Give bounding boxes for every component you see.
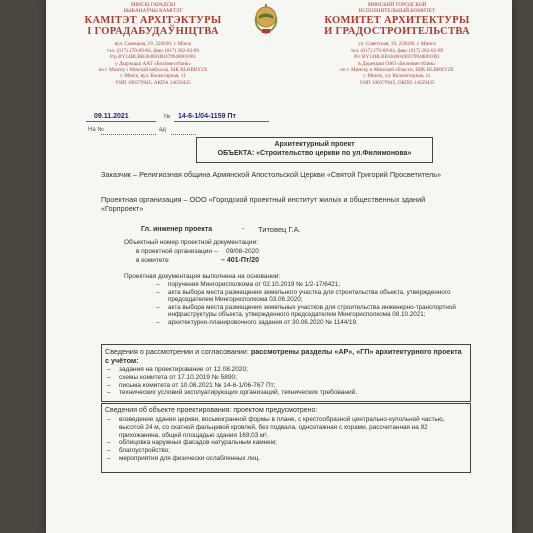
right-address: ул. Советская, 19, 220030, г. Минск тел. (017) 270-69-84, факс (017) 282-82-89 Р/с BY14BLBB30400100379948001001 в Дирекции ОАО «Белинвестбанк» по г. Минску и Минской области, БИК BLBBBY2X г. Минск, ул. Коллекторная, 11 УНП 100379945, ОКПО 14659435 xyxy=(340,41,454,86)
registration-number: 14-6-1/04-1159 Пт xyxy=(178,113,236,120)
basis-item: – архитектурно-планировочного задания от 30.06.2020 № 1144/19. xyxy=(156,319,466,327)
basis-item: – акта выбора места размещения земельного участка для строительства объекта, утвержденного председателем Мингорисполкома 03.06.2020; xyxy=(156,289,466,304)
review-intro xyxy=(105,347,465,365)
basis-list xyxy=(156,281,466,327)
basis-item: – акта выбора места размещения земельных участков для строительства инженерно-транспортной инфраструктуры объекта, утвержденного председателем Мингорисполкома 08.10.2021; xyxy=(156,304,466,319)
object-number-committee-label: в комитете xyxy=(136,257,169,264)
object-number-label: Объектный номер проектной документации: xyxy=(124,239,258,246)
info-item: – возведение здания церкви, восьмигранной формы в плане, с крестообразной центрально-купольной частью, высотой 24 м, со скатной фальцевой кровлей, без подвала, одноэтажная с хорами, рассчитанная на 92 прихожанина, общей площадью здания 169,03 м². xyxy=(107,416,462,439)
letterhead-left xyxy=(64,2,242,86)
object-number-committee-value: – 401-Пт/20 xyxy=(221,257,260,264)
customer: Заказчик – Религиозная община Армянской Апостольской Церкви «Святой Григорий Просветитель» xyxy=(101,170,442,179)
object-number-org-value: 09/08-2020 xyxy=(226,248,259,255)
state-emblem-icon xyxy=(251,2,281,36)
project-title-box xyxy=(196,137,433,163)
info-item: – облицовка наружных фасадов натуральным камнем; xyxy=(107,439,462,447)
review-list xyxy=(107,366,457,397)
basis-intro: Проектная документация выполнена на основании: xyxy=(124,273,281,280)
info-list xyxy=(107,416,462,463)
review-intro-label: Сведения о рассмотрении и согласовании: xyxy=(105,347,249,356)
info-item: – мероприятия для физически ослабленных лиц. xyxy=(107,455,462,463)
na-label: На № xyxy=(88,127,104,133)
object-number-org-label: в проектной организации – xyxy=(136,248,218,255)
ad-label: ад xyxy=(159,127,166,133)
review-intro-bold: рассмотрены разделы «АР», «ГП» архитектурного проекта с учётом: xyxy=(105,347,462,365)
right-authority: МИНСКИЙ ГОРОДСКОЙ ИСПОЛНИТЕЛЬНЫЙ КОМИТЕТ xyxy=(358,2,436,15)
project-title: Архитектурный проект xyxy=(274,141,355,148)
review-item: – технических условий эксплуатирующих организаций, технических требований. xyxy=(107,389,457,397)
right-committee-title: КОМИТЕТ АРХИТЕКТУРЫ И ГРАДОСТРОИТЕЛЬСТВА xyxy=(324,15,470,38)
design-organization: Проектная организация – ООО «Городской проектный институт жилых и общественных зданий «Горпроект» xyxy=(101,195,426,213)
reg-no-prefix: № xyxy=(164,114,171,120)
info-intro: Сведения об объекте проектирования: проектом предусмотрено: xyxy=(105,407,318,414)
document-page xyxy=(46,0,512,533)
left-address: вул. Савецкая, 19, 220030, г. Мінск тэл. (017) 270-69-84, факс (017) 282-82-89 Р/р BY14BLBB30400100379948001001 у Дырэкцыі ААТ «Белінвестбанк» па г. Мінску і Мінскай вобласці, БІК BLBBBY2X г. Мінск, вул. Калектарная, 11 УНП 100379945, АКПА 14659435 xyxy=(98,41,208,86)
review-box xyxy=(101,344,471,402)
review-item: – задания на проектирование от 12.08.2020; xyxy=(107,366,457,374)
letterhead xyxy=(46,0,512,133)
info-box xyxy=(101,403,471,473)
chief-engineer-name: Титовец Г.А. xyxy=(258,225,301,234)
info-item: – благоустройство; xyxy=(107,447,462,455)
review-item: – письма комитета от 10.08.2021 № 14-6-1/06-767 Пт; xyxy=(107,382,457,390)
letterhead-right xyxy=(308,2,486,86)
review-item: – схемы комитета от 17.10.2019 № 5890; xyxy=(107,374,457,382)
chief-engineer-dash: - xyxy=(242,226,245,233)
chief-engineer-label: Гл. инженер проекта xyxy=(141,226,213,233)
left-committee-title: КАМІТЭТ АРХІТЭКТУРЫ І ГОРАДАБУДАЎНІЦТВА xyxy=(84,15,222,38)
project-object: ОБЪЕКТА: «Строительство церкви по ул.Филимонова» xyxy=(217,150,412,157)
left-authority: МІНСКІ ГАРАДСКІ ВЫКАНАЎЧЫ КАМІТЭТ xyxy=(123,2,183,15)
basis-item: – поручения Мингорисполкома от 02.10.2019 № 1/2-17/6421; xyxy=(156,281,466,289)
registration-date: 09.11.2021 xyxy=(94,113,129,120)
